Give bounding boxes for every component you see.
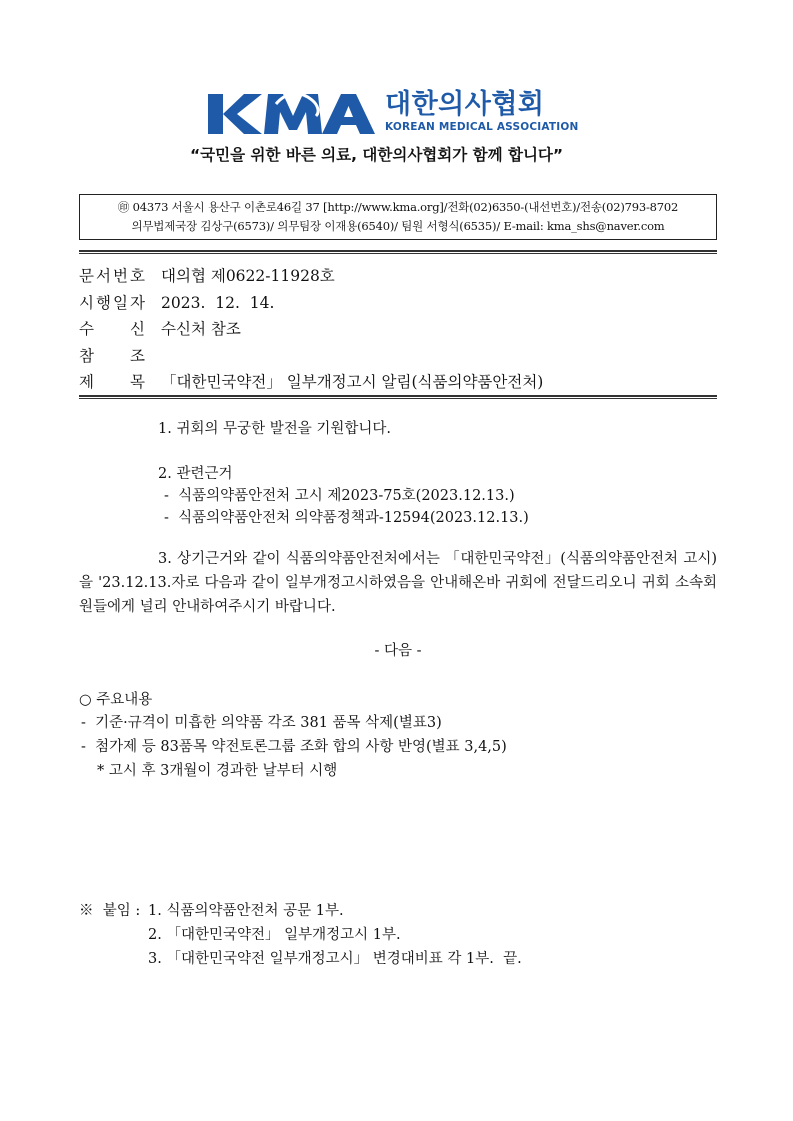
meta-label: 수 신: [79, 320, 145, 338]
main-content-note: * 고시 후 3개월이 경과한 날부터 시행: [97, 763, 338, 779]
paragraph-3-text: 3. 상기근거와 같이 식품의약품안전처에서는 「대한민국약전」(식품의약품안전처 고시)을 '23.12.13.자로 다음과 같이 일부개정고시하였음을 안내해온바 귀회에 전달드리오니 귀회 소속회원들에게 널리 안내하여주시기 바랍니다.: [79, 551, 717, 615]
contact-line: 의무법제국장 김상구(6573)/ 의무팀장 이재용(6540)/ 팀원 서형식(6535)/ E-mail: kma_shs@naver.com: [131, 219, 665, 233]
meta-row-reference: [79, 343, 717, 370]
basis-item: - 식품의약품안전처 의약품정책과-12594(2023.12.13.): [164, 510, 529, 526]
next-heading: - 다음 -: [374, 643, 422, 659]
meta-row-recipient: [79, 316, 717, 343]
main-content-label: 주요내용: [96, 692, 153, 708]
basis-item: - 식품의약품안전처 고시 제2023-75호(2023.12.13.): [164, 488, 515, 504]
circle-bullet-icon: ○: [79, 692, 92, 708]
subject-divider: [79, 395, 717, 399]
paragraph-1: 1. 귀회의 무궁한 발전을 기원합니다.: [158, 421, 391, 437]
meta-row-doc-number: [79, 263, 717, 290]
header-divider: [79, 250, 717, 254]
attachment-item: 1. 식품의약품안전처 공문 1부.: [148, 903, 344, 919]
letterhead: [180, 78, 612, 178]
issue-date: 2023. 12. 14.: [161, 293, 275, 312]
meta-label: 제 목: [79, 373, 145, 391]
attachment-item: 3. 「대한민국약전 일부개정고시」 변경대비표 각 1부. 끝.: [148, 951, 522, 967]
org-name-english: KOREAN MEDICAL ASSOCIATION: [385, 121, 579, 133]
doc-number: 대의협 제0622-11928호: [161, 267, 335, 285]
main-content-item: - 기준·규격이 미흡한 의약품 각조 381 품목 삭제(별표3): [81, 715, 442, 731]
paragraph-2-title: 2. 관련근거: [158, 466, 233, 482]
address-line: ㊞ 04373 서울시 용산구 이촌로46길 37 [http://www.kma.org]/전화(02)6350-(내선번호)/전송(02)793-8702: [117, 200, 679, 214]
kma-logo: [208, 92, 380, 136]
attachment-item: 2. 「대한민국약전」 일부개정고시 1부.: [148, 927, 401, 943]
recipient: 수신처 참조: [161, 320, 241, 338]
meta-row-subject: [79, 369, 717, 396]
paragraph-3: [79, 547, 717, 619]
org-name-korean: 대한의사협회: [385, 89, 545, 120]
meta-label: 문 서 번 호: [79, 267, 145, 285]
subject: 「대한민국약전」 일부개정고시 알림(식품의약품안전처): [161, 373, 544, 391]
meta-label: 시 행 일 자: [79, 293, 145, 312]
document-meta: [79, 263, 717, 396]
slogan: “국민을 위한 바른 의료, 대한의사협회가 함께 합니다”: [190, 146, 564, 164]
main-content-item: - 첨가제 등 83품목 약전토론그룹 조화 합의 사항 반영(별표 3,4,5): [81, 739, 507, 755]
attachments-prefix: ※ 붙임 :: [79, 903, 141, 919]
meta-label: 참 조: [79, 346, 145, 365]
main-content-title: [79, 688, 152, 709]
contact-box: [79, 194, 717, 240]
meta-row-date: [79, 290, 717, 317]
